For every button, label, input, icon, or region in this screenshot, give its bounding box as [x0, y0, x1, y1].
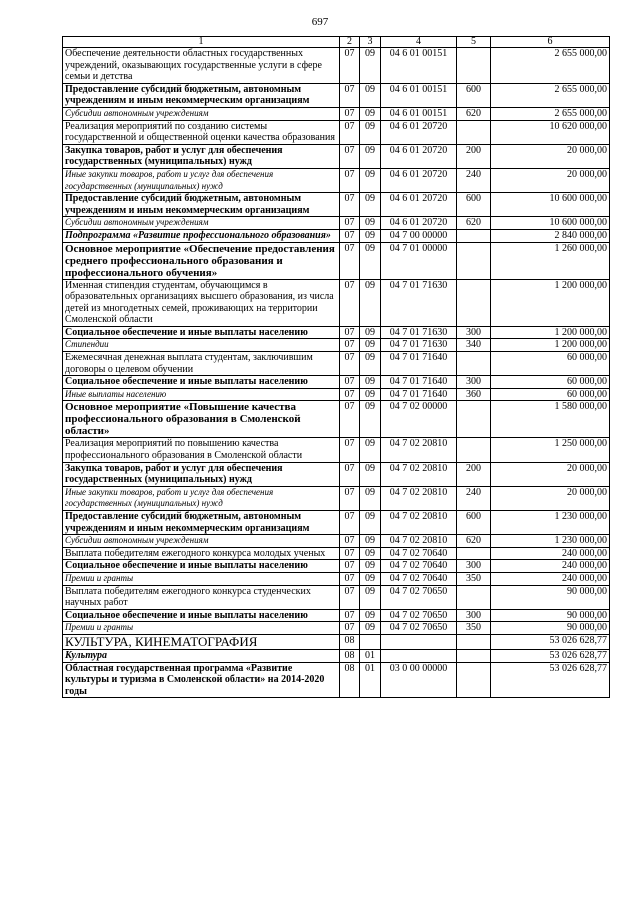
section-code-cell: 07 — [340, 572, 360, 585]
expense-type-cell: 200 — [457, 462, 491, 486]
subsection-code-cell — [360, 634, 381, 649]
section-code-cell: 07 — [340, 547, 360, 560]
table-row — [63, 560, 610, 573]
amount-cell: 10 620 000,00 — [491, 120, 610, 144]
section-code-cell: 07 — [340, 585, 360, 609]
section-code-cell: 07 — [340, 193, 360, 217]
target-article-cell: 04 7 01 00000 — [381, 242, 457, 279]
table-row — [63, 388, 610, 401]
target-article-cell: 04 6 01 20720 — [381, 193, 457, 217]
expense-type-cell: 350 — [457, 572, 491, 585]
item-name-cell: Субсидии автономным учреждениям — [63, 217, 340, 230]
table-row — [63, 48, 610, 84]
subsection-code-cell: 09 — [360, 376, 381, 389]
subsection-code-cell: 01 — [360, 649, 381, 662]
header-col-5: 5 — [457, 37, 491, 48]
expense-type-cell: 350 — [457, 622, 491, 635]
table-row — [63, 401, 610, 438]
subsection-code-cell: 09 — [360, 193, 381, 217]
subsection-code-cell: 09 — [360, 120, 381, 144]
item-name-cell: Социальное обеспечение и иные выплаты населению — [63, 326, 340, 339]
expense-type-cell — [457, 547, 491, 560]
target-article-cell: 04 7 01 71640 — [381, 388, 457, 401]
expense-type-cell: 300 — [457, 560, 491, 573]
amount-cell: 1 200 000,00 — [491, 326, 610, 339]
item-name-cell: Культура — [63, 649, 340, 662]
target-article-cell: 04 7 02 20810 — [381, 462, 457, 486]
amount-cell: 1 260 000,00 — [491, 242, 610, 279]
expense-type-cell: 300 — [457, 609, 491, 622]
amount-cell: 1 580 000,00 — [491, 401, 610, 438]
target-article-cell: 04 7 02 20810 — [381, 486, 457, 510]
amount-cell: 240 000,00 — [491, 572, 610, 585]
target-article-cell: 04 7 02 70640 — [381, 560, 457, 573]
expense-type-cell: 620 — [457, 107, 491, 120]
table-row — [63, 634, 610, 649]
amount-cell: 2 655 000,00 — [491, 83, 610, 107]
target-article-cell: 04 7 02 70650 — [381, 622, 457, 635]
amount-cell: 20 000,00 — [491, 486, 610, 510]
table-row — [63, 535, 610, 548]
section-code-cell: 07 — [340, 401, 360, 438]
header-col-6: 6 — [491, 37, 610, 48]
section-code-cell: 07 — [340, 48, 360, 84]
table-header-row — [63, 37, 610, 48]
expense-type-cell — [457, 242, 491, 279]
item-name-cell: Иные закупки товаров, работ и услуг для обеспечения государственных (муниципальных) нужд — [63, 168, 340, 192]
section-code-cell: 07 — [340, 511, 360, 535]
target-article-cell — [381, 634, 457, 649]
expense-type-cell: 600 — [457, 511, 491, 535]
target-article-cell: 04 7 02 70640 — [381, 547, 457, 560]
expense-type-cell — [457, 352, 491, 376]
amount-cell: 2 840 000,00 — [491, 229, 610, 242]
amount-cell: 90 000,00 — [491, 609, 610, 622]
target-article-cell: 04 6 01 20720 — [381, 144, 457, 168]
expense-type-cell: 600 — [457, 83, 491, 107]
section-code-cell: 08 — [340, 662, 360, 698]
expense-type-cell: 300 — [457, 376, 491, 389]
section-code-cell: 07 — [340, 462, 360, 486]
table-row — [63, 486, 610, 510]
expense-type-cell: 620 — [457, 217, 491, 230]
amount-cell: 60 000,00 — [491, 388, 610, 401]
expense-type-cell — [457, 279, 491, 326]
target-article-cell: 04 6 01 00151 — [381, 83, 457, 107]
table-row — [63, 83, 610, 107]
subsection-code-cell: 09 — [360, 622, 381, 635]
item-name-cell: Субсидии автономным учреждениям — [63, 107, 340, 120]
table-row — [63, 120, 610, 144]
section-code-cell: 07 — [340, 107, 360, 120]
expense-type-cell — [457, 48, 491, 84]
table-row — [63, 438, 610, 462]
expense-type-cell: 340 — [457, 339, 491, 352]
table-row — [63, 547, 610, 560]
item-name-cell: Подпрограмма «Развитие профессионального образования» — [63, 229, 340, 242]
amount-cell: 240 000,00 — [491, 560, 610, 573]
item-name-cell: Субсидии автономным учреждениям — [63, 535, 340, 548]
target-article-cell: 04 7 02 20810 — [381, 438, 457, 462]
item-name-cell: Выплата победителям ежегодного конкурса молодых ученых — [63, 547, 340, 560]
item-name-cell: Стипендии — [63, 339, 340, 352]
section-code-cell: 07 — [340, 326, 360, 339]
subsection-code-cell: 09 — [360, 388, 381, 401]
item-name-cell: Предоставление субсидий бюджетным, автономным учреждениям и иным некоммерческим организациям — [63, 83, 340, 107]
subsection-code-cell: 09 — [360, 83, 381, 107]
section-code-cell: 07 — [340, 560, 360, 573]
subsection-code-cell: 09 — [360, 547, 381, 560]
table-row — [63, 376, 610, 389]
subsection-code-cell: 09 — [360, 511, 381, 535]
table-row — [63, 279, 610, 326]
table-row — [63, 168, 610, 192]
target-article-cell: 04 7 01 71630 — [381, 339, 457, 352]
amount-cell: 90 000,00 — [491, 622, 610, 635]
target-article-cell: 04 7 02 70650 — [381, 585, 457, 609]
expense-type-cell — [457, 585, 491, 609]
item-name-cell: Закупка товаров, работ и услуг для обеспечения государственных (муниципальных) нужд — [63, 462, 340, 486]
item-name-cell: Предоставление субсидий бюджетным, автономным учреждениям и иным некоммерческим организациям — [63, 511, 340, 535]
target-article-cell: 04 7 02 70650 — [381, 609, 457, 622]
section-code-cell: 08 — [340, 634, 360, 649]
target-article-cell: 04 6 01 20720 — [381, 120, 457, 144]
item-name-cell: Предоставление субсидий бюджетным, автономным учреждениям и иным некоммерческим организациям — [63, 193, 340, 217]
item-name-cell: Реализация мероприятий по созданию системы государственной и общественной оценки качества образования — [63, 120, 340, 144]
amount-cell: 1 200 000,00 — [491, 339, 610, 352]
section-code-cell: 07 — [340, 279, 360, 326]
table-row — [63, 339, 610, 352]
item-name-cell: Социальное обеспечение и иные выплаты населению — [63, 376, 340, 389]
subsection-code-cell: 09 — [360, 438, 381, 462]
amount-cell: 2 655 000,00 — [491, 48, 610, 84]
section-code-cell: 07 — [340, 339, 360, 352]
target-article-cell: 04 6 01 00151 — [381, 48, 457, 84]
amount-cell: 10 600 000,00 — [491, 217, 610, 230]
section-code-cell: 07 — [340, 622, 360, 635]
header-col-2: 2 — [340, 37, 360, 48]
amount-cell: 20 000,00 — [491, 144, 610, 168]
item-name-cell: Основное мероприятие «Повышение качества профессионального образования в Смоленской области» — [63, 401, 340, 438]
amount-cell: 1 230 000,00 — [491, 511, 610, 535]
expense-type-cell — [457, 634, 491, 649]
expense-type-cell — [457, 662, 491, 698]
subsection-code-cell: 09 — [360, 401, 381, 438]
subsection-code-cell: 09 — [360, 229, 381, 242]
section-code-cell: 07 — [340, 120, 360, 144]
expense-type-cell — [457, 649, 491, 662]
table-row — [63, 572, 610, 585]
expense-type-cell — [457, 229, 491, 242]
subsection-code-cell: 09 — [360, 107, 381, 120]
item-name-cell: Иные выплаты населению — [63, 388, 340, 401]
item-name-cell: Закупка товаров, работ и услуг для обеспечения государственных (муниципальных) нужд — [63, 144, 340, 168]
subsection-code-cell: 09 — [360, 486, 381, 510]
amount-cell: 60 000,00 — [491, 376, 610, 389]
subsection-code-cell: 09 — [360, 352, 381, 376]
item-name-cell: Обеспечение деятельности областных государственных учреждений, оказывающих государственные услуги в сфере семьи и детства — [63, 48, 340, 84]
item-name-cell: Ежемесячная денежная выплата студентам, заключившим договоры о целевом обучении — [63, 352, 340, 376]
table-row — [63, 229, 610, 242]
item-name-cell: Премии и гранты — [63, 622, 340, 635]
table-row — [63, 511, 610, 535]
amount-cell: 2 655 000,00 — [491, 107, 610, 120]
amount-cell: 53 026 628,77 — [491, 649, 610, 662]
amount-cell: 20 000,00 — [491, 168, 610, 192]
target-article-cell: 04 6 01 20720 — [381, 168, 457, 192]
table-row — [63, 462, 610, 486]
amount-cell: 53 026 628,77 — [491, 662, 610, 698]
section-code-cell: 07 — [340, 242, 360, 279]
expense-type-cell — [457, 438, 491, 462]
section-code-cell: 07 — [340, 376, 360, 389]
expense-type-cell: 300 — [457, 326, 491, 339]
header-col-3: 3 — [360, 37, 381, 48]
item-name-cell: Основное мероприятие «Обеспечение предоставления среднего профессионального образования и профессионального обучения» — [63, 242, 340, 279]
target-article-cell: 04 7 02 00000 — [381, 401, 457, 438]
expense-type-cell: 240 — [457, 486, 491, 510]
target-article-cell — [381, 649, 457, 662]
subsection-code-cell: 09 — [360, 279, 381, 326]
subsection-code-cell: 09 — [360, 339, 381, 352]
amount-cell: 90 000,00 — [491, 585, 610, 609]
section-code-cell: 07 — [340, 388, 360, 401]
section-code-cell: 07 — [340, 144, 360, 168]
section-code-cell: 07 — [340, 168, 360, 192]
header-col-4: 4 — [381, 37, 457, 48]
header-col-1: 1 — [63, 37, 340, 48]
amount-cell: 1 250 000,00 — [491, 438, 610, 462]
table-row — [63, 326, 610, 339]
amount-cell: 53 026 628,77 — [491, 634, 610, 649]
table-row — [63, 622, 610, 635]
table-row — [63, 649, 610, 662]
expense-type-cell: 620 — [457, 535, 491, 548]
budget-table — [62, 36, 610, 698]
table-row — [63, 144, 610, 168]
page-number: 697 — [311, 16, 329, 28]
item-name-cell: Именная стипендия студентам, обучающимся в образовательных организациях высшего образования, из числа детей из многодетных семей, проживающих на территории Смоленской области — [63, 279, 340, 326]
section-code-cell: 08 — [340, 649, 360, 662]
section-code-cell: 07 — [340, 217, 360, 230]
amount-cell: 240 000,00 — [491, 547, 610, 560]
section-code-cell: 07 — [340, 486, 360, 510]
expense-type-cell: 600 — [457, 193, 491, 217]
subsection-code-cell: 09 — [360, 462, 381, 486]
subsection-code-cell: 01 — [360, 662, 381, 698]
item-name-cell: Областная государственная программа «Развитие культуры и туризма в Смоленской области» на 2014-2020 годы — [63, 662, 340, 698]
target-article-cell: 04 6 01 20720 — [381, 217, 457, 230]
expense-type-cell: 240 — [457, 168, 491, 192]
subsection-code-cell: 09 — [360, 609, 381, 622]
subsection-code-cell: 09 — [360, 168, 381, 192]
subsection-code-cell: 09 — [360, 560, 381, 573]
table-row — [63, 107, 610, 120]
target-article-cell: 04 7 01 71640 — [381, 376, 457, 389]
target-article-cell: 04 7 01 71630 — [381, 326, 457, 339]
section-code-cell: 07 — [340, 229, 360, 242]
target-article-cell: 04 7 01 71640 — [381, 352, 457, 376]
subsection-code-cell: 09 — [360, 144, 381, 168]
subsection-code-cell: 09 — [360, 326, 381, 339]
subsection-code-cell: 09 — [360, 48, 381, 84]
amount-cell: 10 600 000,00 — [491, 193, 610, 217]
amount-cell: 1 230 000,00 — [491, 535, 610, 548]
table-row — [63, 352, 610, 376]
section-code-cell: 07 — [340, 438, 360, 462]
item-name-cell: Премии и гранты — [63, 572, 340, 585]
item-name-cell: Иные закупки товаров, работ и услуг для обеспечения государственных (муниципальных) нужд — [63, 486, 340, 510]
target-article-cell: 04 7 00 00000 — [381, 229, 457, 242]
table-row — [63, 217, 610, 230]
subsection-code-cell: 09 — [360, 242, 381, 279]
target-article-cell: 04 7 02 20810 — [381, 535, 457, 548]
table-row — [63, 193, 610, 217]
subsection-code-cell: 09 — [360, 585, 381, 609]
table-row — [63, 242, 610, 279]
expense-type-cell — [457, 120, 491, 144]
table-row — [63, 662, 610, 698]
expense-type-cell: 200 — [457, 144, 491, 168]
item-name-cell: КУЛЬТУРА, КИНЕМАТОГРАФИЯ — [63, 634, 340, 649]
table-row — [63, 585, 610, 609]
target-article-cell: 04 7 02 70640 — [381, 572, 457, 585]
expense-type-cell: 360 — [457, 388, 491, 401]
subsection-code-cell: 09 — [360, 535, 381, 548]
target-article-cell: 04 7 01 71630 — [381, 279, 457, 326]
item-name-cell: Социальное обеспечение и иные выплаты населению — [63, 609, 340, 622]
section-code-cell: 07 — [340, 535, 360, 548]
subsection-code-cell: 09 — [360, 572, 381, 585]
item-name-cell: Социальное обеспечение и иные выплаты населению — [63, 560, 340, 573]
amount-cell: 20 000,00 — [491, 462, 610, 486]
amount-cell: 1 200 000,00 — [491, 279, 610, 326]
table-row — [63, 609, 610, 622]
target-article-cell: 03 0 00 00000 — [381, 662, 457, 698]
section-code-cell: 07 — [340, 609, 360, 622]
expense-type-cell — [457, 401, 491, 438]
amount-cell: 60 000,00 — [491, 352, 610, 376]
item-name-cell: Выплата победителям ежегодного конкурса студенческих научных работ — [63, 585, 340, 609]
target-article-cell: 04 6 01 00151 — [381, 107, 457, 120]
item-name-cell: Реализация мероприятий по повышению качества профессионального образования в Смоленской области — [63, 438, 340, 462]
target-article-cell: 04 7 02 20810 — [381, 511, 457, 535]
section-code-cell: 07 — [340, 352, 360, 376]
section-code-cell: 07 — [340, 83, 360, 107]
subsection-code-cell: 09 — [360, 217, 381, 230]
